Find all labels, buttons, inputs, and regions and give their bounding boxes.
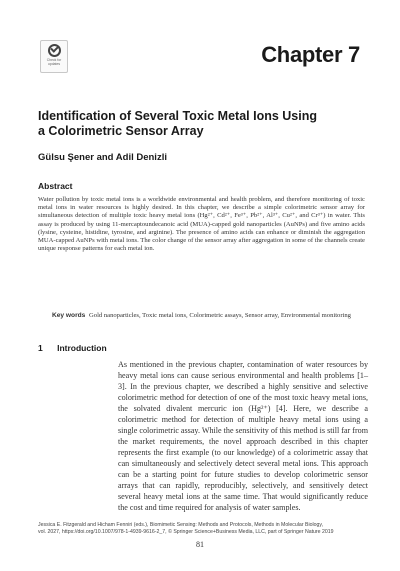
chapter-title [38,109,368,139]
abstract-text: Water pollution by toxic metal ions is a worldwide environmental and health problem, and therefore monitoring of toxic metal ions in water resources is highly desired. In this chapter, we describe a simple colorimetric sensor array for simultaneous detection of multiple toxic heavy metal ions (Hg²⁺, Cd²⁺, Fe³⁺, Pb²⁺, Al³⁺, Cu²⁺, and Cr³⁺) in water. This assay is produced by using 11-mercaptoundecanoic acid (MUA)-capped gold nanoparticles (AuNPs) and five amino acids (lysine, cysteine, histidine, tyrosine, and arginine). The presence of amino acids can enhance or diminish the aggregation MUA-capped AuNPs with metal ions. The color change of the sensor array after aggregation in some of the channels create unique response patterns for each metal ion. [38,196,365,253]
abstract-heading: Abstract [38,181,73,191]
citation-footer [38,522,368,535]
badge-label-line1: Check for [46,58,62,62]
chapter-title-line-1: Identification of Several Toxic Metal Ions Using [38,109,317,123]
keywords-label: Key words [52,312,86,319]
section-heading [38,343,107,353]
badge-label-line2: updates [47,62,61,66]
introduction-paragraph: As mentioned in the previous chapter, contamination of water resources by heavy metal ions can cause serious environmental and health problems [1–3]. In the previous chapter, we described a highly sensitive and selective colorimetric method for detection of one of the most toxic heavy metal ions, the solvated divalent mercuric ion (Hg²⁺) [4]. Here, we describe a colorimetric method for detection of multiple heavy metal ions using a single colorimetric assay. While the sensitivity of this method is still far from the market requirements, the novel approach described in this chapter represents the first example (to our knowledge) of a colorimetric assay that can simultaneously and selectively detect several metal ions. This approach can be a starting point for future studies to develop colorimetric sensor arrays that can rapidly, reproducibly, selectively, and sensitively detect several heavy metal ions at the same time. That would significantly reduce the cost and time required for analysis of water samples. [118,360,368,512]
section-title: Introduction [57,343,107,353]
checkmark-icon [48,44,61,57]
chapter-label: Chapter 7 [261,42,360,67]
chapter-title-line-2: a Colorimetric Sensor Array [38,124,204,138]
authors: Gülsu Şener and Adil Denizli [38,152,167,163]
keywords-text: Gold nanoparticles, Toxic metal ions, Colorimetric assays, Sensor array, Environmental monitoring [89,312,351,319]
section-number: 1 [38,343,43,353]
page-number: 81 [196,540,204,549]
keywords [52,312,365,320]
citation-line-2: vol. 2027, https://doi.org/10.1007/978-1-4939-9616-2_7, © Springer Science+Business Media, LLC, part of Springer Nature 2019 [38,528,334,535]
check-for-updates-badge[interactable] [40,40,68,73]
citation-line-1: Jessica E. Fitzgerald and Hicham Fenniri (eds.), Biomimetic Sensing: Methods and Protocols, Methods in Molecular Biology, [38,522,324,528]
